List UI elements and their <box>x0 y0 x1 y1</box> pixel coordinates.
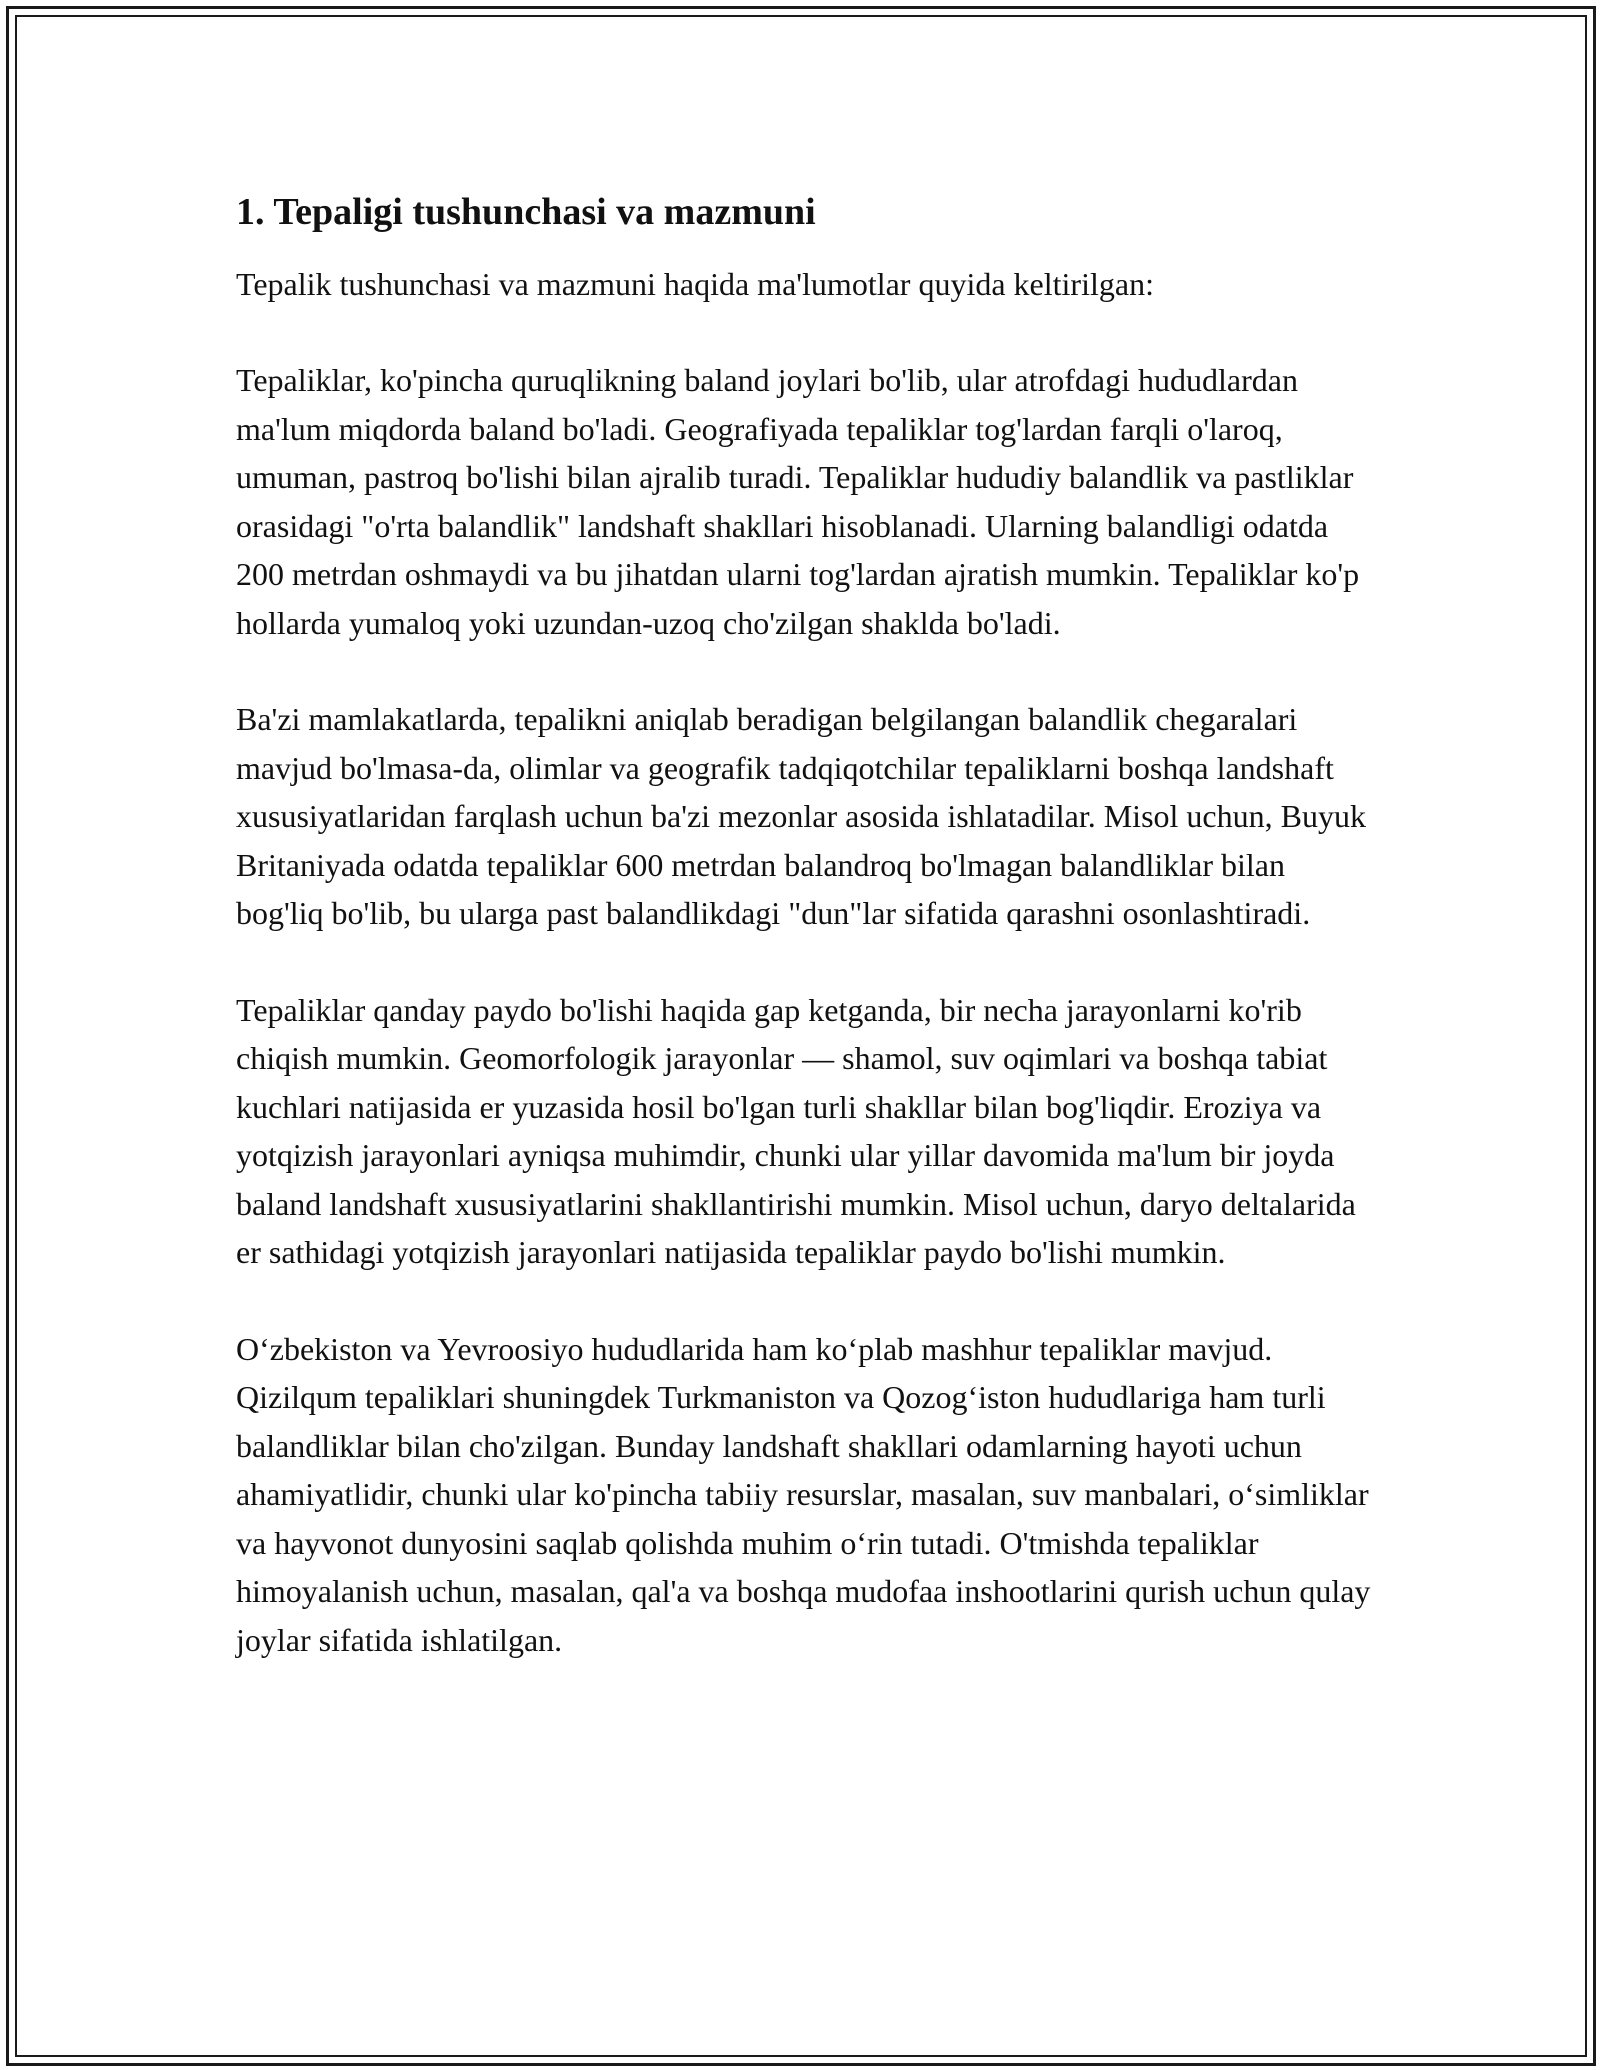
paragraph-3: Tepaliklar qanday paydo bo'lishi haqida gap ketganda, bir necha jarayonlarni ko'rib chiqish mumkin. Geomorfologik jarayonlar — shamol, suv oqimlari va boshqa tabiat kuchlari natijasida er yuzasida hosil bo'lgan turli shakllar bilan bog'liqdir. Eroziya va yotqizish jarayonlari ayniqsa muhimdir, chunki ular yillar davomida ma'lum bir joyda baland landshaft xususiyatlarini shakllantirishi mumkin. Misol uchun, daryo deltalarida er sathidagi yotqizish jarayonlari natijasida tepaliklar paydo bo'lishi mumkin. <box>236 991 1356 1270</box>
paragraph-2: Ba'zi mamlakatlarda, tepalikni aniqlab beradigan belgilangan balandlik chegaralari mavjud bo'lmasa-da, olimlar va geografik tadqiqotchilar tepaliklarni boshqa landshaft xususiyatlaridan farqlash uchun ba'zi mezonlar asosida ishlatadilar. Misol uchun, Buyuk Britaniyada odatda tepaliklar 600 metrdan balandroq bo'lmagan balandliklar bilan bog'liq bo'lib, bu ularga past balandlikdagi "dun"lar sifatida qarashni osonlashtiradi. <box>236 701 1366 931</box>
document-body <box>236 186 1376 1712</box>
intro-paragraph: Tepalik tushunchasi va mazmuni haqida ma'lumotlar quyida keltirilgan: <box>236 266 1154 302</box>
page-title: 1. Tepaligi tushunchasi va mazmuni <box>236 191 816 233</box>
paragraph-1: Tepaliklar, ko'pincha quruqlikning baland joylari bo'lib, ular atrofdagi hududlardan ma'lum miqdorda baland bo'ladi. Geografiyada tepaliklar tog'lardan farqli o'laroq, umuman, pastroq bo'lishi bilan ajralib turadi. Tepaliklar hududiy balandlik va pastliklar orasidagi "o'rta balandlik" landshaft shakllari hisoblanadi. Ularning balandligi odatda 200 metrdan oshmaydi va bu jihatdan ularni tog'lardan ajratish mumkin. Tepaliklar ko'p hollarda yumaloq yoki uzundan-uzoq cho'zilgan shaklda bo'ladi. <box>236 362 1360 641</box>
paragraph-4: O‘zbekiston va Yevroosiyo hududlarida ham ko‘plab mashhur tepaliklar mavjud. Qizilqum tepaliklari shuningdek Turkmaniston va Qozog‘iston hududlariga ham turli balandliklar bilan cho'zilgan. Bunday landshaft shakllari odamlarning hayoti uchun ahamiyatlidir, chunki ular ko'pincha tabiiy resurslar, masalan, suv manbalari, o‘simliklar va hayvonot dunyosini saqlab qolishda muhim o‘rin tutadi. O'tmishda tepaliklar himoyalanish uchun, masalan, qal'a va boshqa mudofaa inshootlarini qurish uchun qulay joylar sifatida ishlatilgan. <box>236 1330 1371 1658</box>
